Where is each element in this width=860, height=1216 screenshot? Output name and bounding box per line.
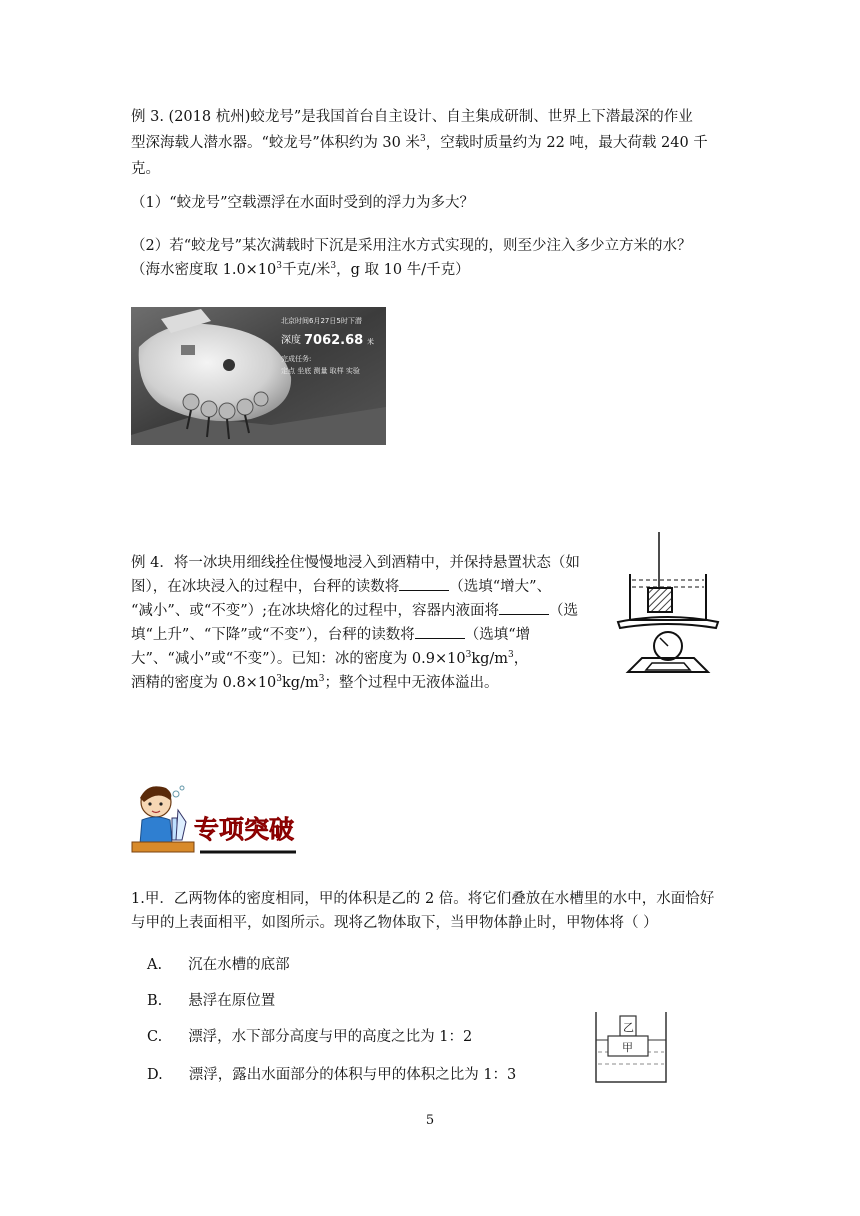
question1-line2: 与甲的上表面相平，如图所示。现将乙物体取下，当甲物体静止时，甲物体将（ ）	[131, 915, 658, 931]
photo-task-label: 完成任务:	[281, 355, 312, 363]
example3-line2	[131, 130, 708, 156]
example4-text: ；整个过程中无液体溢出。	[324, 675, 499, 691]
example3-question2-note	[131, 257, 470, 283]
option-letter: D.	[147, 1067, 163, 1083]
superscript: 3	[276, 674, 283, 685]
photo-depth-unit: 米	[367, 338, 374, 346]
photo-depth-value: 7062.68	[304, 333, 364, 348]
example3-line3: 克。	[131, 161, 160, 177]
example4-text: kg/m	[471, 651, 509, 667]
superscript: 3	[276, 261, 283, 272]
example4-line1: 例 4．将一冰块用细线拴住慢慢地浸入到酒精中，并保持悬置状态（如	[131, 555, 580, 571]
block-label-upper: 乙	[623, 1021, 634, 1034]
note-text: （海水密度取 1.0×10	[131, 262, 277, 278]
example4-line5	[131, 646, 528, 672]
banner-title: 专项突破	[194, 815, 295, 844]
fill-blank	[399, 574, 449, 591]
option-letter: C.	[147, 1029, 163, 1045]
example4-text: （选填“增大”、	[449, 579, 552, 595]
option-text: 沉在水槽的底部	[188, 957, 290, 973]
option-letter: A.	[147, 957, 163, 973]
example4-text: 填“上升”、“下降”或“不变”），台秤的读数将	[131, 627, 415, 643]
example4-text: 大”、“减小”或“不变”）。已知：冰的密度为 0.9×10	[131, 651, 466, 667]
example4-line6	[131, 670, 498, 696]
section-banner	[128, 780, 298, 858]
example3-question2: （2）若“蛟龙号”某次满载时下沉是采用注水方式实现的，则至少注入多少立方米的水？	[131, 238, 692, 254]
superscript: 3	[330, 261, 337, 272]
example3-line1: 例 3. (2018 杭州)蛟龙号”是我国首台自主设计、自主集成研制、世界上下潜最深的作业	[131, 109, 693, 125]
ice-beaker-scale-diagram	[612, 530, 724, 682]
option-a[interactable]	[147, 952, 290, 978]
note-text: 千克/米	[282, 262, 331, 278]
page-number: 5	[425, 1113, 435, 1128]
option-c[interactable]	[147, 1024, 472, 1050]
superscript: 3	[318, 674, 325, 685]
example4-text: 图），在冰块浸入的过程中，台秤的读数将	[131, 579, 400, 595]
water-tank-diagram	[592, 1008, 670, 1086]
example4-text: （选	[549, 603, 579, 619]
superscript: 3	[465, 650, 472, 661]
option-text: 漂浮，水下部分高度与甲的高度之比为 1：2	[188, 1029, 473, 1045]
block-label-lower: 甲	[622, 1041, 633, 1054]
photo-depth-label: 深度	[281, 335, 301, 346]
example4-text: ，	[513, 651, 529, 667]
example4-text: “减小”、或“不变”）;在冰块熔化的过程中，容器内液面将	[131, 603, 500, 619]
example3-line2-text-b: ，空载时质量约为 22 吨，最大荷载 240 千	[425, 135, 708, 151]
option-b[interactable]	[147, 988, 275, 1014]
photo-caption-time: 北京时间6月27日5时下潜	[281, 317, 362, 325]
superscript: 3	[420, 134, 426, 145]
option-letter: B.	[147, 993, 163, 1009]
superscript: 3	[508, 650, 514, 661]
submarine-photo	[131, 307, 386, 445]
example3-line2-text: 型深海载人潜水器。“蛟龙号”体积约为 30 米	[131, 135, 420, 151]
example4-text: kg/m	[282, 675, 319, 691]
fill-blank	[415, 622, 465, 639]
note-text: ，g 取 10 牛/千克）	[336, 262, 470, 278]
student-cartoon-icon	[132, 786, 194, 852]
option-text: 漂浮，露出水面部分的体积与甲的体积之比为 1：3	[188, 1067, 517, 1083]
example4-line4	[131, 622, 530, 648]
option-d[interactable]	[147, 1062, 516, 1088]
example4-text: 酒精的密度为 0.8×10	[131, 675, 277, 691]
fill-blank	[499, 598, 549, 615]
example4-text: （选填“增	[464, 627, 531, 643]
example3-question1: （1）“蛟龙号”空载漂浮在水面时受到的浮力为多大？	[131, 195, 475, 211]
example4-line3	[131, 598, 578, 624]
option-text: 悬浮在原位置	[188, 993, 276, 1009]
question1-line1: 1.甲．乙两物体的密度相同，甲的体积是乙的 2 倍。将它们叠放在水槽里的水中，水面恰好	[131, 891, 715, 907]
example4-line2	[131, 574, 551, 600]
photo-task-list: 定点 坐底 测量 取样 实验	[281, 367, 360, 375]
